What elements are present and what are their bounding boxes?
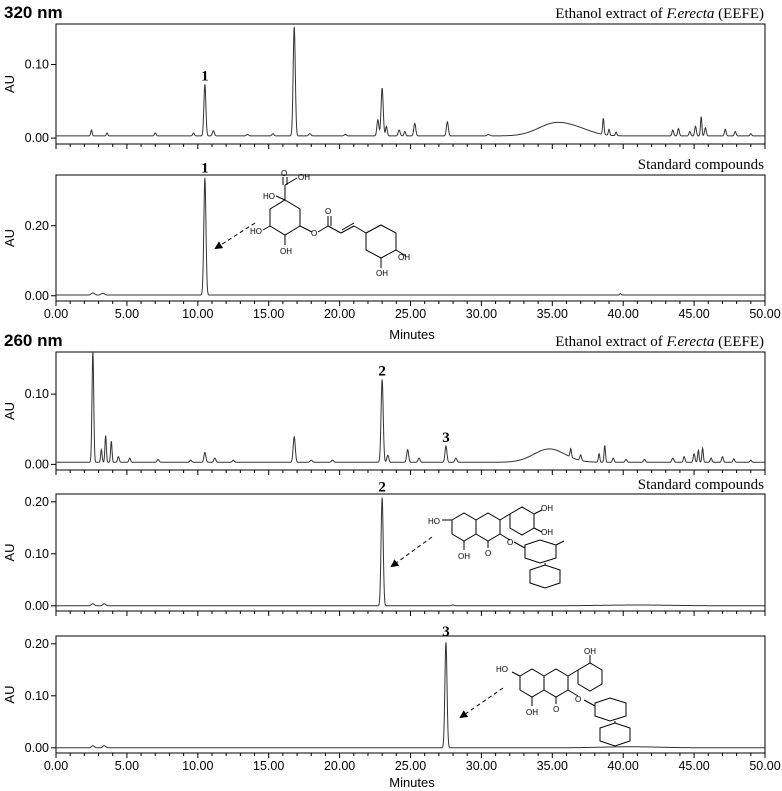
y-tick-label: 0.00 xyxy=(24,131,49,146)
x-tick-label: 10.00 xyxy=(182,307,214,321)
atom-label: OH xyxy=(280,247,292,256)
atom-label: O xyxy=(311,229,318,238)
plot-frame xyxy=(56,175,765,301)
panel-4-title-text: Standard compounds xyxy=(637,477,764,493)
y-tick-label: 0.00 xyxy=(24,740,49,755)
atom-label: OH xyxy=(298,173,310,182)
chromatogram-trace xyxy=(56,178,765,295)
atom-label: O xyxy=(281,169,288,178)
peak-label: 2 xyxy=(378,479,386,496)
atom-label: HO xyxy=(496,665,508,674)
atom-label: OH xyxy=(541,504,553,513)
chromatogram-panel-4 xyxy=(2,480,765,616)
x-tick-label: 45.00 xyxy=(678,759,710,773)
chromatogram-panel-5 xyxy=(2,624,781,773)
x-tick-label: 10.00 xyxy=(182,759,214,773)
panel-1-title-suffix: (EEFE) xyxy=(714,6,764,22)
x-tick-label: 40.00 xyxy=(607,759,639,773)
atom-label: OH xyxy=(584,647,596,656)
x-tick-label: 0.00 xyxy=(43,759,69,773)
y-tick-label: 0.10 xyxy=(24,546,49,561)
chlorogenic-acid-labels xyxy=(250,169,410,278)
panel-1-title xyxy=(555,6,764,22)
panel-2-title-text: Standard compounds xyxy=(637,157,764,173)
atom-label: O xyxy=(325,207,332,216)
chromatogram-panel-1 xyxy=(2,24,765,149)
x-tick-label: 5.00 xyxy=(114,307,140,321)
y-tick-label: 0.00 xyxy=(24,288,49,303)
peak-label: 3 xyxy=(442,624,450,641)
panel-4-title xyxy=(638,477,764,493)
chromatogram-panel-3 xyxy=(2,351,765,475)
panel-3-title-species: F.erecta xyxy=(666,334,715,350)
atom-label: HO xyxy=(250,227,262,236)
panel-3-title xyxy=(555,334,764,350)
x-tick-label: 15.00 xyxy=(253,307,285,321)
plot-frame xyxy=(56,352,765,470)
x-axis-title-bottom: Minutes xyxy=(389,775,435,790)
y-tick-label: 0.20 xyxy=(24,494,49,509)
x-tick-label: 15.00 xyxy=(253,759,285,773)
atom-label: OH xyxy=(376,269,388,278)
wavelength-label-260: 260 nm xyxy=(4,331,63,350)
atom-label: O xyxy=(553,705,560,714)
panel-3-title-suffix: (EEFE) xyxy=(714,334,764,350)
arrow-structure-2 xyxy=(392,537,432,566)
y-axis-title: AU xyxy=(2,685,17,704)
y-tick-label: 0.10 xyxy=(24,387,49,402)
y-tick-label: 0.20 xyxy=(24,218,49,233)
atom-label: O xyxy=(485,549,492,558)
peak-label: 1 xyxy=(201,160,209,177)
y-axis-title: AU xyxy=(2,228,17,248)
peak-label: 3 xyxy=(442,430,450,447)
y-tick-label: 0.00 xyxy=(24,457,49,472)
atom-label: OH xyxy=(458,552,470,561)
x-tick-label: 30.00 xyxy=(465,759,498,773)
rutin-structure xyxy=(442,507,564,588)
y-axis-title: AU xyxy=(2,74,17,94)
kaempferol-rutinoside-structure xyxy=(512,655,630,746)
x-tick-label: 50.00 xyxy=(749,759,781,773)
y-tick-label: 0.20 xyxy=(24,636,49,651)
atom-label: OH xyxy=(541,528,553,537)
y-tick-label: 0.00 xyxy=(24,598,49,613)
plot-frame xyxy=(56,636,765,753)
x-tick-label: 25.00 xyxy=(394,307,427,321)
atom-label: HO xyxy=(263,192,275,201)
chromatogram-panel-2 xyxy=(2,161,781,322)
panel-1-title-prefix: Ethanol extract of xyxy=(555,6,667,22)
x-tick-label: 20.00 xyxy=(323,307,356,321)
x-tick-label: 20.00 xyxy=(323,759,356,773)
x-tick-label: 40.00 xyxy=(607,307,639,321)
y-tick-label: 0.10 xyxy=(24,688,49,703)
chromatogram-trace xyxy=(56,351,765,462)
kaempferol-rutinoside-labels xyxy=(496,647,596,717)
rutin-labels xyxy=(428,504,553,561)
x-axis-title-top: Minutes xyxy=(389,327,435,342)
x-tick-label: 35.00 xyxy=(536,307,568,321)
y-axis-title: AU xyxy=(2,401,17,421)
panel-1-title-species: F.erecta xyxy=(666,6,715,22)
chromatogram-trace xyxy=(56,27,765,136)
atom-label: HO xyxy=(428,517,440,526)
atom-label: O xyxy=(507,538,514,547)
x-tick-label: 35.00 xyxy=(536,759,568,773)
peak-label: 2 xyxy=(378,363,386,380)
panel-2-title xyxy=(638,157,764,173)
chromatogram-trace xyxy=(56,498,765,606)
atom-label: O xyxy=(575,695,582,704)
x-tick-label: 5.00 xyxy=(114,759,140,773)
x-tick-label: 30.00 xyxy=(465,307,498,321)
plot-frame xyxy=(56,24,765,144)
x-tick-label: 50.00 xyxy=(749,307,781,321)
peak-label: 1 xyxy=(201,68,209,85)
x-tick-label: 25.00 xyxy=(394,759,427,773)
atom-label: OH xyxy=(526,708,538,717)
x-tick-label: 45.00 xyxy=(678,307,710,321)
plot-frame xyxy=(56,494,765,611)
panel-3-title-prefix: Ethanol extract of xyxy=(555,334,667,350)
y-axis-title: AU xyxy=(2,543,17,562)
chromatogram-trace xyxy=(56,642,765,748)
arrow-structure-3 xyxy=(461,688,503,717)
y-tick-label: 0.10 xyxy=(24,57,49,72)
atom-label: OH xyxy=(398,253,410,262)
x-tick-label: 0.00 xyxy=(43,307,69,321)
wavelength-label-320: 320 nm xyxy=(4,3,63,22)
